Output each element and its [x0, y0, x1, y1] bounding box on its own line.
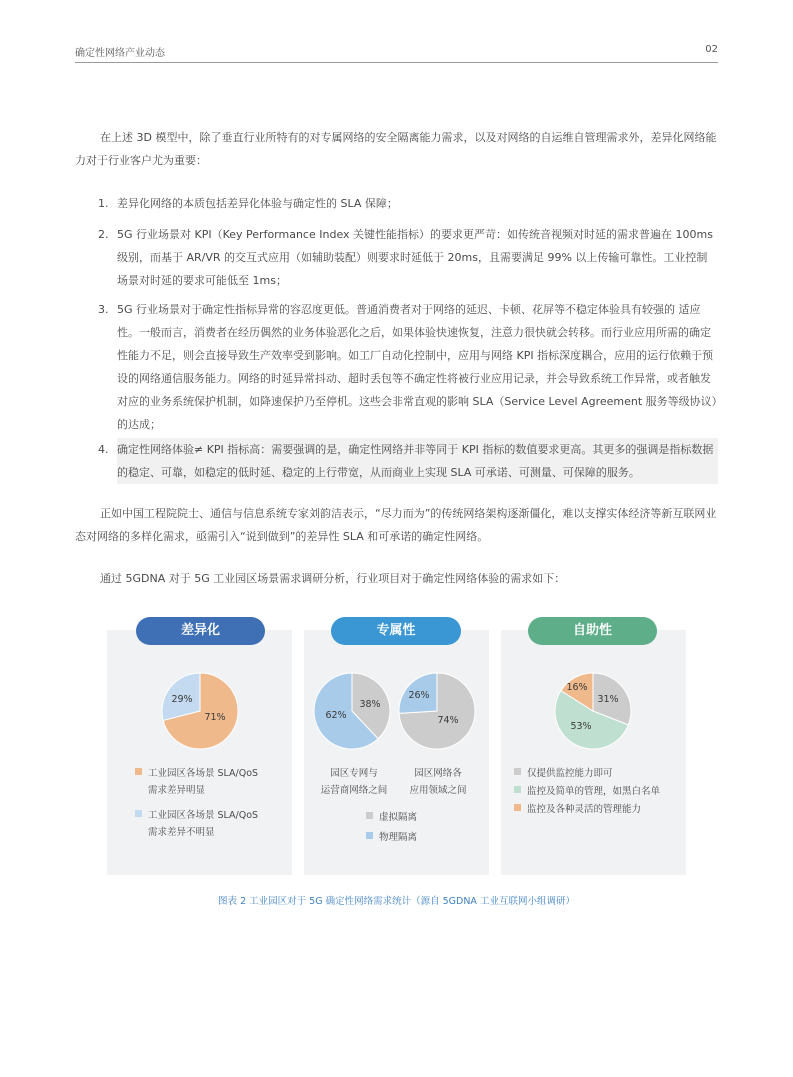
pie-park-app-domains — [399, 673, 475, 749]
survey-intro: 通过 5GDNA 对于 5G 工业园区场景需求调研分析，行业项目对于确定性网络体验的需求如下： — [100, 572, 566, 585]
list-text: 5G 行业场景对于确定性指标异常的容忍度更低。普通消费者对于网络的延迟、卡顿、花屏等不稳定体验具有较强的 适应性。一般而言，消费者在经历偶然的业务体验恶化之后，如果体验快速恢复，注意力很快就会转移。而行业应用所需的确定性能力不足，则会直接导致生产效率受到影响。如工厂自动化控制中，应用与网络 KPI 指标深度耦合，应用的运行依赖于预设的网络通信服务能力。网络的时延异常抖动、超时丢包等不确定性将被行业应用记录，并会导致系统工作异常，或者触发对应的业务系统保护机制，如降速保护乃至停机。这些会非常直观的影响 SLA（Service Level Agreement 服务等级协议）的达成； — [117, 303, 718, 431]
legend-label: 监控及简单的管理，如黑白名单 — [527, 786, 661, 797]
list-text: 确定性网络体验≠ KPI 指标高：需要强调的是，确定性网络并非等同于 KPI 指标的数值要求更高。其更多的强调是指标数据的稳定、可靠，如稳定的低时延、稳定的上行带宽，从而商业上实现 SLA 可承诺、可测量、可保障的服务。 — [117, 438, 718, 484]
pie-slice-label: 26% — [408, 690, 430, 701]
caption-line: 园区专网与 — [330, 768, 378, 779]
legend-label: 物理隔离 — [379, 832, 418, 843]
legend-swatch — [514, 804, 521, 811]
legend-item — [514, 765, 660, 783]
legend-label: 虚拟隔离 — [379, 812, 418, 823]
legend-label: 需求差异不明显 — [148, 827, 215, 838]
pie-slice-label: 38% — [359, 699, 381, 710]
pie-slice-label: 53% — [570, 721, 592, 732]
pie-slice-label: 71% — [204, 712, 226, 723]
legend-swatch — [366, 812, 373, 819]
list-text: 5G 行业场景对 KPI（Key Performance Index 关键性能指标）的要求更严苛：如传统音视频对时延的需求普遍在 100ms 级别，而基于 AR/VR 的交互式应用（如辅助装配）则要求时延低于 20ms，且需要满足 99% 以上传输可靠性。工业控制场景对时延的要求可能低至 1ms； — [117, 228, 713, 287]
legend-item — [514, 783, 660, 801]
legend-swatch — [135, 810, 142, 817]
pie-caption-right — [398, 765, 478, 799]
legend-item — [514, 801, 660, 819]
panel-title-exclusivity: 专属性 — [331, 617, 461, 645]
quote-paragraph: 正如中国工程院院士、通信与信息系统专家刘韵洁表示，“尽力而为”的传统网络架构逐渐僵化，难以支撑实体经济等新互联网业态对网络的多样化需求，亟需引入“说到做到”的差异性 SLA 和可承诺的确定性网络。 — [75, 507, 717, 543]
panel-title-self-service: 自助性 — [528, 617, 657, 645]
list-number: 4. — [98, 443, 109, 456]
caption-line: 应用领域之间 — [409, 785, 467, 796]
caption-line: 运营商网络之间 — [320, 785, 388, 796]
pie-slice-label: 29% — [171, 694, 193, 705]
legend-differentiation — [135, 765, 258, 841]
legend-label: 监控及各种灵活的管理能力 — [527, 804, 642, 815]
pie-caption-left — [314, 765, 394, 799]
list-text: 差异化网络的本质包括差异化体验与确定性的 SLA 保障； — [117, 197, 398, 210]
pie-slice-label: 62% — [325, 710, 347, 721]
panel-title-differentiation: 差异化 — [136, 617, 265, 645]
header-title: 确定性网络产业动态 — [75, 48, 165, 59]
legend-label: 需求差异明显 — [148, 785, 206, 796]
legend-swatch — [514, 768, 521, 775]
legend-isolation — [366, 808, 417, 848]
pie-slice-label: 16% — [566, 682, 588, 693]
pie-slice-label: 31% — [597, 694, 619, 705]
legend-label: 仅提供监控能力即可 — [527, 768, 613, 779]
pie-slice-label: 74% — [437, 715, 459, 726]
list-number: 2. — [98, 228, 109, 241]
legend-swatch — [366, 832, 373, 839]
intro-paragraph: 在上述 3D 模型中，除了垂直行业所特有的对专属网络的安全隔离能力需求，以及对网络的自运维自管理需求外，差异化网络能力对于行业客户尤为重要： — [75, 131, 717, 167]
legend-self-service — [514, 765, 660, 819]
legend-item — [366, 808, 417, 828]
legend-item — [366, 828, 417, 848]
pie-self-service — [555, 673, 631, 749]
list-number: 3. — [98, 303, 109, 316]
legend-item — [135, 765, 258, 799]
figure-caption: 图表 2 工业园区对于 5G 确定性网络需求统计（源自 5GDNA 工业互联网小组调研） — [218, 896, 575, 907]
caption-line: 园区网络各 — [414, 768, 462, 779]
pie-differentiation — [162, 673, 238, 749]
legend-label: 工业园区各场景 SLA/QoS — [148, 810, 259, 821]
legend-swatch — [135, 768, 142, 775]
list-number: 1. — [98, 197, 109, 210]
legend-item — [135, 807, 258, 841]
pie-park-vs-operator — [314, 673, 390, 749]
page-number: 02 — [705, 44, 718, 55]
legend-swatch — [514, 786, 521, 793]
legend-label: 工业园区各场景 SLA/QoS — [148, 768, 259, 779]
